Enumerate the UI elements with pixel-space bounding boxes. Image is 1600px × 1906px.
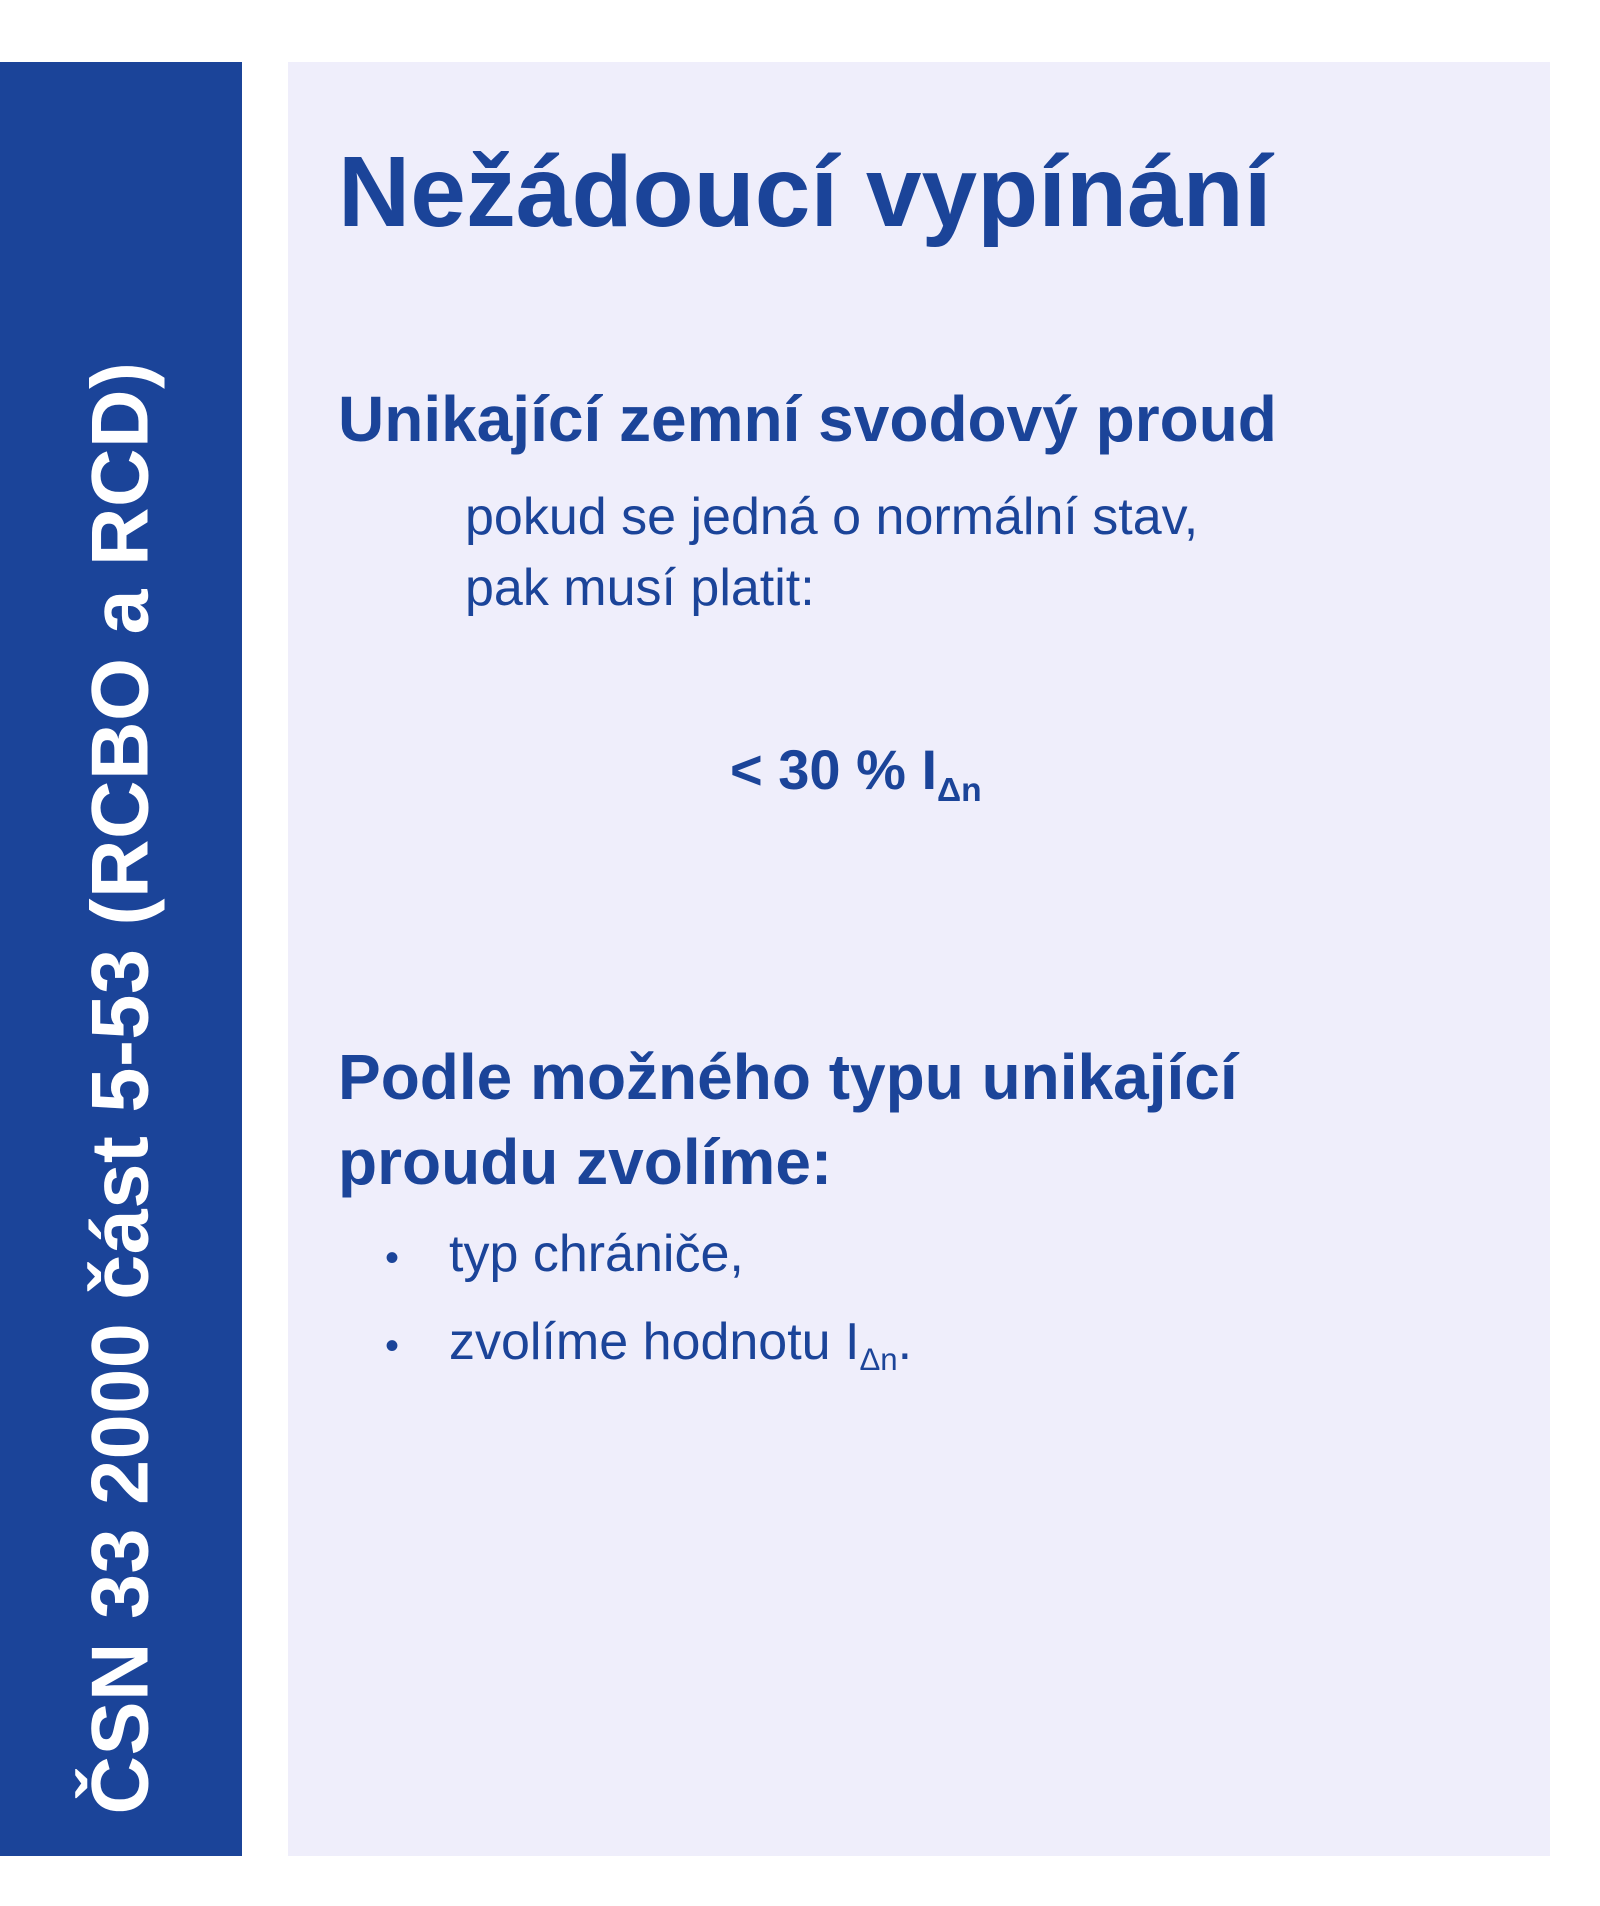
section1-heading: Unikající zemní svodový proud (338, 383, 1277, 455)
heading-line: proudu zvolíme: (338, 1126, 833, 1198)
sidebar (0, 62, 242, 1856)
content-panel (288, 62, 1550, 1856)
section1-paragraph (465, 482, 1198, 624)
slide-title: Nežádoucí vypínání (338, 136, 1272, 248)
formula-main: < 30 % I (730, 738, 938, 801)
section2-heading (338, 1035, 1238, 1205)
list-item (385, 1310, 912, 1398)
list-item-text: zvolíme hodnotu I (449, 1313, 860, 1371)
bullet-icon: • (385, 1236, 400, 1280)
list-item-suffix: . (897, 1313, 913, 1371)
list-item-text: typ chrániče, (449, 1225, 744, 1283)
formula-subscript: Δn (937, 771, 982, 809)
heading-line: Podle možného typu unikající (338, 1041, 1238, 1113)
formula (730, 738, 982, 809)
paragraph-line: pak musí platit: (465, 559, 815, 617)
list-item (385, 1222, 912, 1310)
sidebar-title: ČSN 33 2000 část 5-53 (RCBO a RCD) (75, 361, 166, 1815)
bullet-icon: • (385, 1324, 400, 1368)
paragraph-line: pokud se jedná o normální stav, (465, 488, 1199, 546)
list-item-subscript: Δn (859, 1341, 898, 1377)
bullet-list (385, 1222, 912, 1398)
